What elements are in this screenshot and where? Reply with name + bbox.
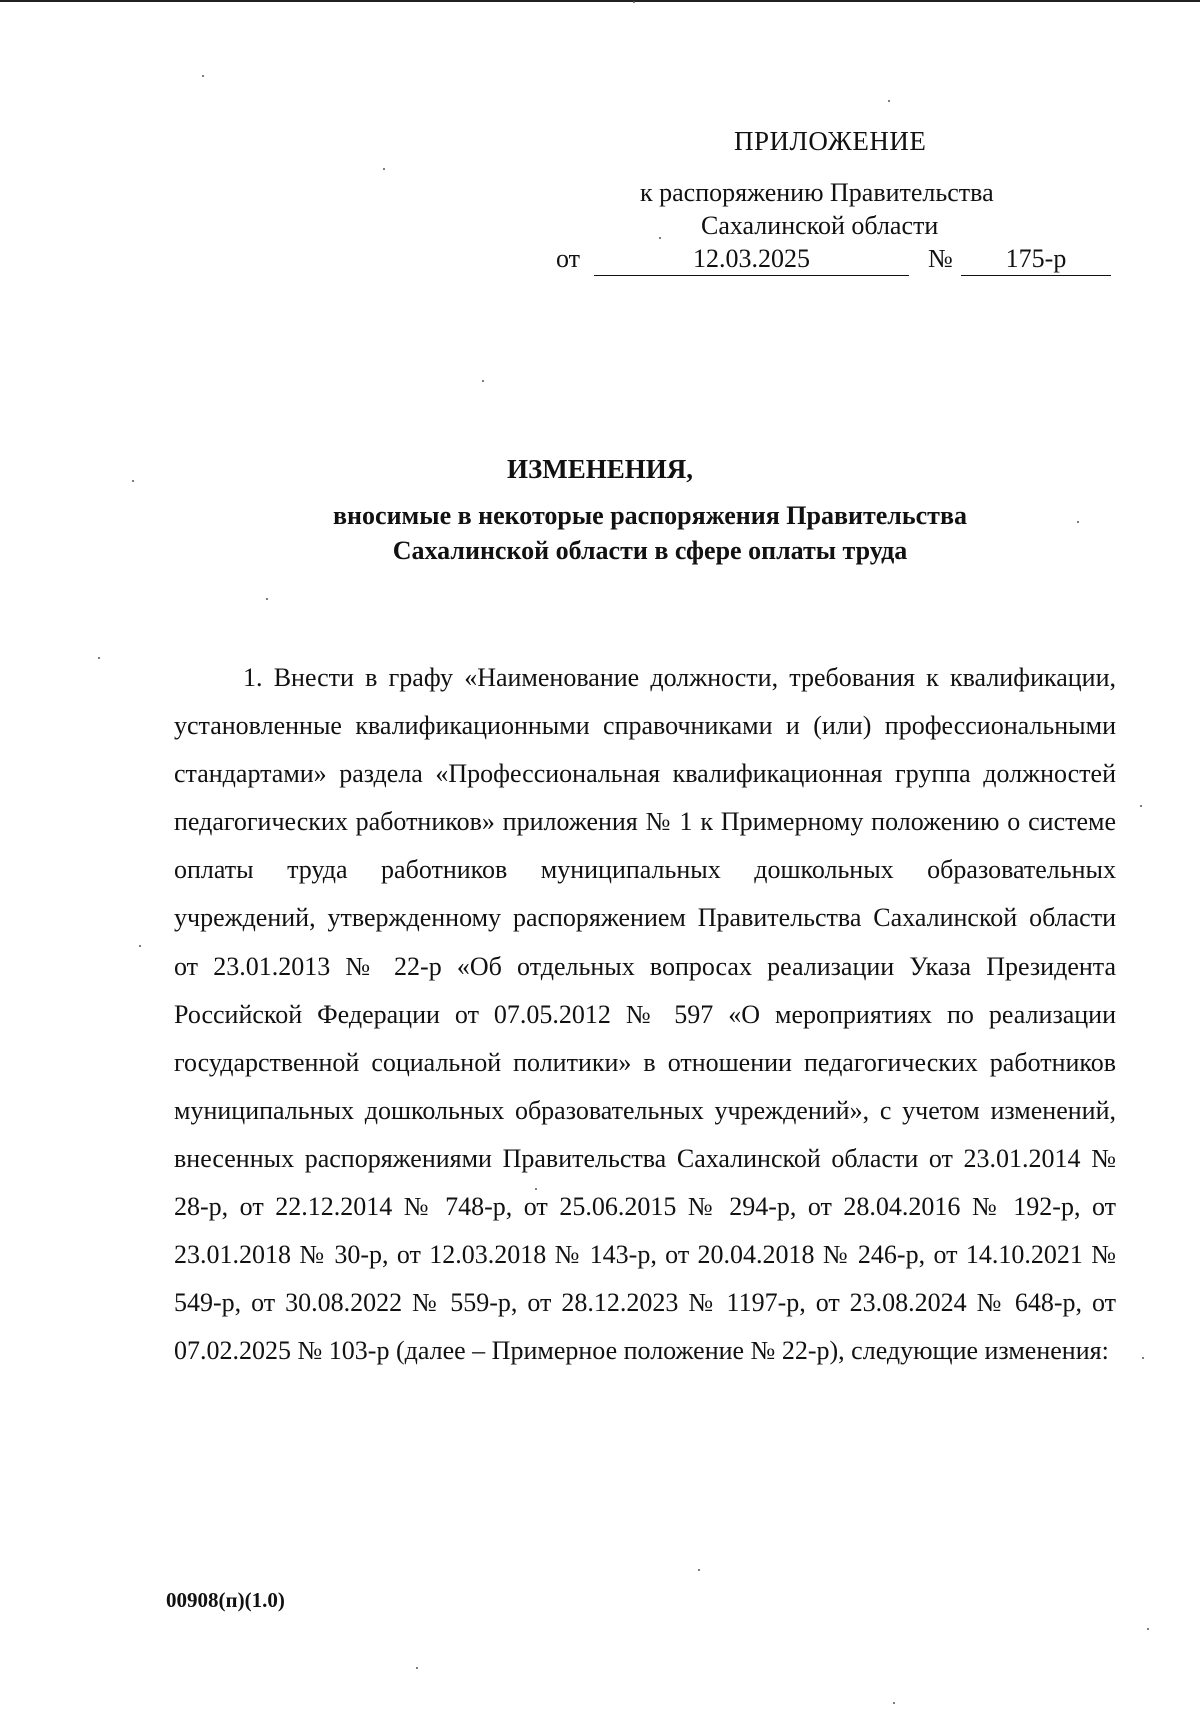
appendix-line-2: Сахалинской области	[701, 211, 939, 240]
subheading-line-2: Сахалинской области в сфере оплаты труда	[392, 536, 908, 565]
scan-speck	[202, 75, 204, 77]
scan-speck	[1077, 521, 1079, 523]
subheading-line-1: вносимые в некоторые распоряжения Правительства	[333, 501, 967, 530]
appendix-title: ПРИЛОЖЕНИЕ	[734, 126, 927, 156]
scan-speck	[139, 945, 141, 947]
scan-speck	[1142, 1357, 1144, 1359]
order-number: 175-р	[961, 244, 1111, 276]
document-subheading	[150, 498, 1150, 568]
order-number-sign: №	[928, 244, 953, 273]
footer-document-code: 00908(п)(1.0)	[166, 1588, 285, 1612]
top-edge-line	[0, 0, 1200, 2]
scan-speck	[1140, 805, 1142, 807]
scan-speck	[535, 1188, 537, 1190]
body-paragraph: 1. Внести в графу «Наименование должности, требования к квалификации, установленные квалификационными справочниками и (или) профессиональными стандартами» раздела «Профессиональная квалификационная группа должностей педагогических работников» приложения № 1 к Примерному положению о системе оплаты труда работников муниципальных дошкольных образовательных учреждений, утвержденному распоряжением Правительства Сахалинской области от 23.01.2013 № 22-р «Об отдельных вопросах реализации Указа Президента Российской Федерации от 07.05.2012 № 597 «О мероприятиях по реализации государственной социальной политики» в отношении педагогических работников муниципальных дошкольных образовательных учреждений», с учетом изменений, внесенных распоряжениями Правительства Сахалинской области от 23.01.2014 № 28-р, от 22.12.2014 № 748-р, от 25.06.2015 № 294-р, от 28.04.2016 № 192-р, от 23.01.2018 № 30-р, от 12.03.2018 № 143-р, от 20.04.2018 № 246-р, от 14.10.2021 № 549-р, от 30.08.2022 № 559-р, от 28.12.2023 № 1197-р, от 23.08.2024 № 648-р, от 07.02.2025 № 103-р (далее – Примерное положение № 22-р), следующие изменения:	[174, 663, 1116, 1366]
scan-speck	[132, 480, 134, 482]
scan-speck	[98, 657, 100, 659]
scan-speck	[659, 237, 661, 239]
scan-speck	[482, 380, 484, 382]
order-date: 12.03.2025	[594, 244, 909, 276]
scan-speck	[888, 100, 890, 102]
document-heading: ИЗМЕНЕНИЯ,	[506, 454, 693, 484]
scan-speck	[1147, 1628, 1149, 1630]
scan-speck	[416, 1667, 418, 1669]
scan-speck	[383, 168, 385, 170]
order-from-label: от	[556, 244, 581, 273]
scan-speck	[893, 1702, 895, 1704]
scan-speck	[266, 598, 268, 600]
order-reference	[556, 244, 1106, 278]
scan-speck	[698, 1569, 700, 1571]
scan-speck	[633, 1, 635, 3]
appendix-line-1: к распоряжению Правительства	[640, 178, 994, 207]
